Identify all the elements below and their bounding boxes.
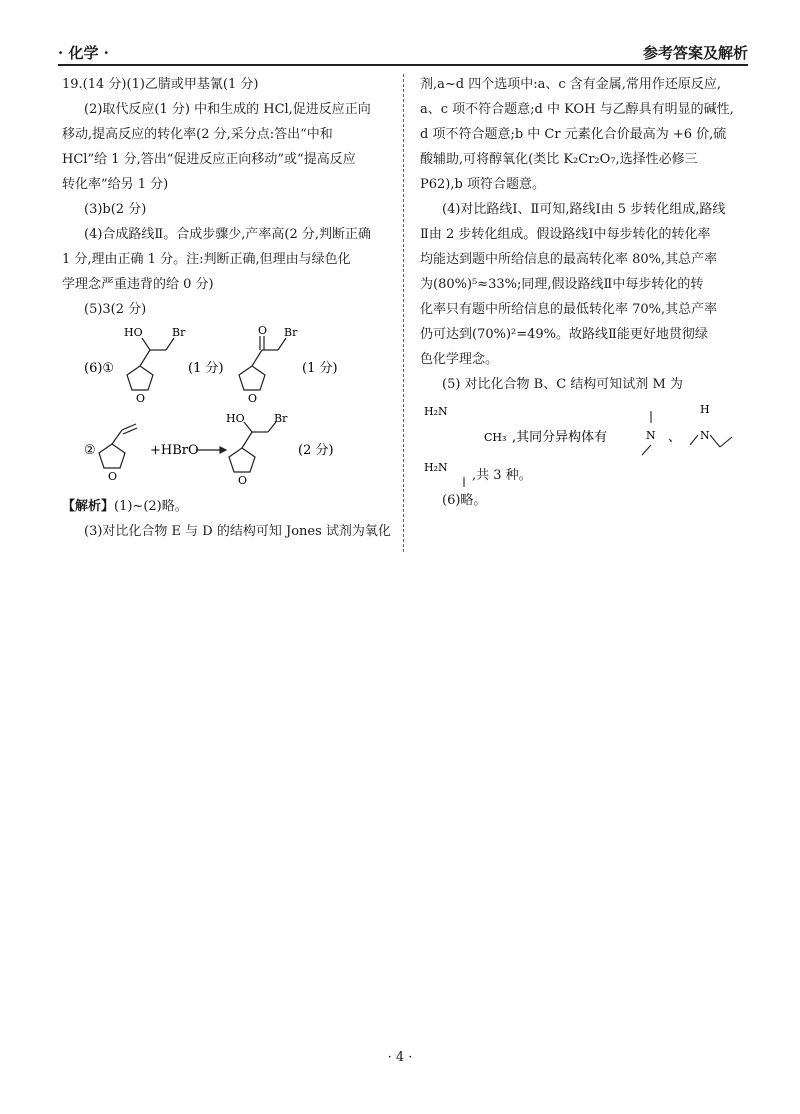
right-column bbox=[420, 72, 748, 513]
analysis-4-cont6: 色化学理念。 bbox=[420, 352, 499, 367]
analysis-4: (4)对比路线Ⅰ、Ⅱ可知,路线Ⅰ由 5 步转化组成,路线 bbox=[442, 202, 726, 217]
analysis-3-cont4: 酸辅助,可将醇氧化(类比 K₂Cr₂O₇,选择性必修三 bbox=[420, 152, 698, 167]
bromoketone-structure bbox=[239, 336, 286, 390]
bond bbox=[252, 350, 262, 366]
atom-o-ketone: O bbox=[258, 324, 268, 337]
atom-br: Br bbox=[284, 326, 298, 339]
atom-h2n: H₂N bbox=[424, 405, 448, 418]
atom-o: O bbox=[108, 470, 118, 483]
bond-br bbox=[278, 338, 286, 350]
analysis-text: (1)~(2)略。 bbox=[114, 499, 188, 514]
answer-19-5: (5)3(2 分) bbox=[84, 302, 147, 317]
q6-2-label: ② bbox=[84, 443, 96, 458]
atom-br: Br bbox=[274, 414, 288, 425]
atom-o: O bbox=[136, 392, 146, 405]
analysis-4-cont5: 仍可达到(70%)²=49%。故路线Ⅱ能更好地贯彻绿 bbox=[420, 327, 708, 342]
analysis-5-structures bbox=[420, 397, 748, 489]
analysis-4-cont4: 化率只有题中所给信息的最低转化率 70%,其总产率 bbox=[420, 302, 718, 317]
header-rule bbox=[58, 64, 748, 66]
atom-ch3: CH₃ bbox=[484, 431, 507, 444]
bond-oh bbox=[142, 338, 150, 350]
furan-ring bbox=[239, 366, 265, 390]
atom-ho: HO bbox=[226, 414, 245, 425]
analysis-3-cont1: 剂,a~d 四个选项中:a、c 含有金属,常用作还原反应, bbox=[420, 77, 722, 92]
isomer-text: ,其同分异构体有 bbox=[512, 430, 608, 445]
atom-ho: HO bbox=[124, 326, 143, 339]
analysis-intro bbox=[62, 494, 392, 519]
analysis-5: (5) 对比化合物 B、C 结构可知试剂 M 为 bbox=[442, 377, 683, 392]
analysis-6: (6)略。 bbox=[442, 493, 487, 508]
q6-score1: (1 分) bbox=[188, 361, 224, 376]
q6-score2: (1 分) bbox=[302, 361, 338, 376]
isomer-count: ,共 3 种。 bbox=[472, 468, 532, 483]
answer-19-6-2 bbox=[62, 414, 392, 494]
answer-19-1: 19.(14 分)(1)乙腈或甲基氰(1 分) bbox=[62, 77, 259, 92]
atom-o: O bbox=[238, 474, 248, 487]
subject-label: · 化学 · bbox=[58, 44, 109, 62]
atom-h2n-2: H₂N bbox=[424, 461, 448, 474]
bond bbox=[112, 430, 122, 444]
analysis-label: 【解析】 bbox=[62, 499, 115, 514]
answer-19-4-cont1: 1 分,理由正确 1 分。注:判断正确,但理由与绿色化 bbox=[62, 252, 351, 267]
atom-n: N bbox=[646, 429, 656, 442]
reaction-6-2 bbox=[62, 414, 392, 494]
q6-score3: (2 分) bbox=[298, 443, 334, 458]
product-structure bbox=[229, 422, 276, 472]
vinylfuran-structure bbox=[99, 424, 137, 468]
analysis-3-cont5: P62),b 项符合题意。 bbox=[420, 177, 545, 192]
answer-19-2-cont1: 移动,提高反应的转化率(2 分,采分点:答出“中和 bbox=[62, 127, 333, 142]
analysis-4-cont3: 为(80%)⁵≈33%;同理,假设路线Ⅱ中每步转化的转 bbox=[420, 277, 704, 292]
bond-oh bbox=[244, 422, 252, 432]
answer-19-2-cont3: 转化率”给另 1 分) bbox=[62, 177, 169, 192]
answer-19-3: (3)b(2 分) bbox=[84, 202, 147, 217]
answer-19-2: (2)取代反应(1 分) 中和生成的 HCl,促进反应正向 bbox=[84, 102, 371, 117]
separator: 、 bbox=[668, 430, 682, 445]
bond bbox=[242, 432, 252, 448]
answer-19-4: (4)合成路线Ⅱ。合成步骤少,产率高(2 分,判断正确 bbox=[84, 227, 371, 242]
column-divider bbox=[403, 74, 404, 552]
answer-19-2-cont2: HCl”给 1 分,答出“促进反应正向移动”或“提高反应 bbox=[62, 152, 356, 167]
analysis-3-cont3: d 项不符合题意;b 中 Cr 元素化合价最高为 +6 价,硫 bbox=[420, 127, 727, 142]
atom-n: N bbox=[700, 429, 710, 442]
analysis-3: (3)对比化合物 E 与 D 的结构可知 Jones 试剂为氧化 bbox=[84, 524, 391, 539]
answer-19-6-1 bbox=[62, 322, 392, 414]
bond bbox=[140, 350, 150, 366]
reagent-hbro: +HBrO bbox=[150, 443, 199, 458]
page-header bbox=[58, 38, 748, 66]
furan-ring bbox=[229, 448, 255, 472]
atom-br: Br bbox=[172, 326, 186, 339]
bond-br bbox=[166, 338, 174, 350]
reaction-arrow bbox=[196, 447, 226, 453]
atom-h: H bbox=[700, 403, 710, 416]
isomer-2 bbox=[690, 435, 732, 447]
doc-title: 参考答案及解析 bbox=[642, 44, 748, 62]
structures-6-1 bbox=[62, 322, 392, 414]
atom-o: O bbox=[248, 392, 258, 405]
page-number: · 4 · bbox=[387, 1050, 413, 1065]
isomer-structures bbox=[420, 397, 748, 489]
analysis-4-cont1: Ⅱ由 2 步转化组成。假设路线Ⅰ中每步转化的转化率 bbox=[420, 227, 711, 242]
analysis-4-cont2: 均能达到题中所给信息的最高转化率 80%,其总产率 bbox=[420, 252, 718, 267]
analysis-3-cont2: a、c 项不符合题意;d 中 KOH 与乙醇具有明显的碱性, bbox=[420, 102, 734, 117]
left-column bbox=[62, 72, 392, 544]
furan-ring bbox=[127, 366, 153, 390]
q6-label: (6)① bbox=[84, 361, 115, 376]
answer-19-4-cont2: 学理念严重违背的给 0 分) bbox=[62, 277, 214, 292]
furan-ring bbox=[99, 444, 125, 468]
bromohydrin-structure bbox=[127, 338, 174, 390]
